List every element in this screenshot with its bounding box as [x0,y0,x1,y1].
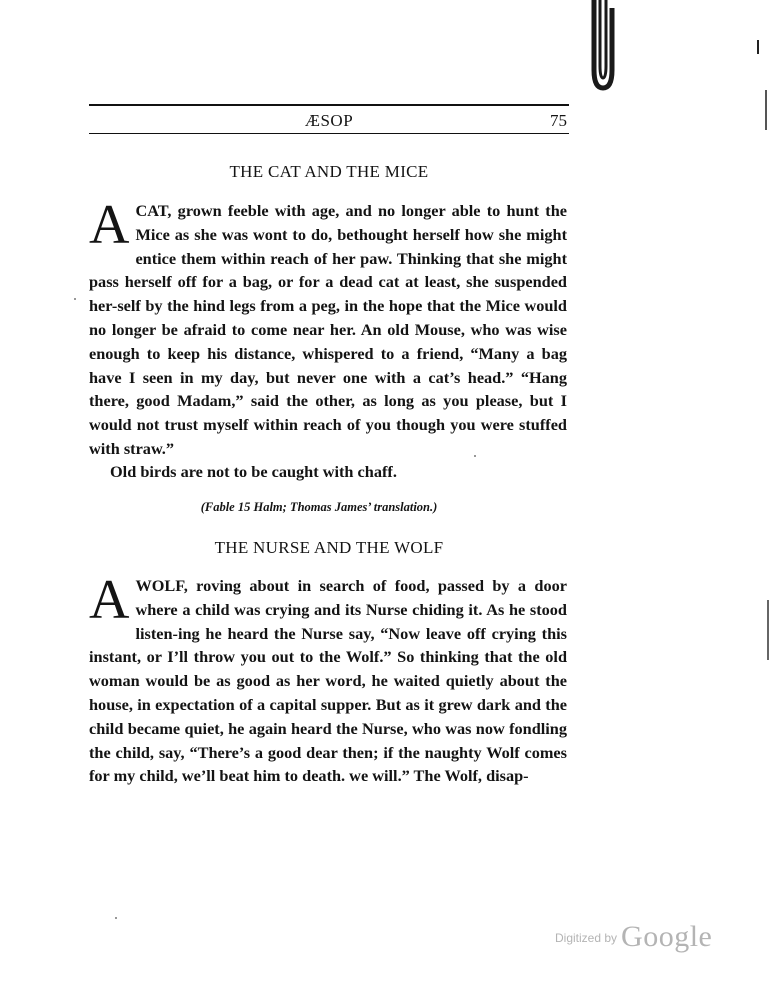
header-rule [89,104,569,106]
fable-title: THE CAT AND THE MICE [229,162,429,181]
fable-body [89,569,567,788]
fable-text: WOLF, roving about in search of food, passed by a door where a child was crying and its Nurse chiding it. As he stood listen-ing he heard the Nurse say, “Now leave off crying this instant, or I’ll throw you out to the Wolf.” So thinking that the old woman would be as good as her word, he waited quietly about the house, in expectation of a capital supper. But as it grew dark and the child became quiet, he again heard the Nurse, who was now fondling the child, say, “There’s a good dear then; if the naughty Wolf comes for my child, we’ll beat him to death. we will.” The Wolf, disap- [89,576,567,786]
fable-title: THE NURSE AND THE WOLF [214,538,444,557]
scan-speck [115,917,117,919]
header-rule [89,133,569,134]
scan-speck [74,298,76,300]
header-title: ÆSOP [304,111,354,130]
edge-mark [765,90,767,130]
fable-body [89,194,567,461]
fable-source: (Fable 15 Halm; Thomas James’ translation.) [200,500,438,514]
edge-mark [767,600,769,660]
running-header [89,104,569,134]
drop-cap: A [89,569,130,631]
fable-text: CAT, grown feeble with age, and no longer able to hunt the Mice as she was wont to do, bethought herself how she might entice them within reach of her paw. Thinking that she might pass herself off for a bag, or for a dead cat at least, she suspended her-self by the hind legs from a peg, in the hope that the Mice would no longer be afraid to come near her. An old Mouse, who was wise enough to keep his distance, whispered to a friend, “Many a bag have I seen in my day, but never one with a cat’s head.” “Hang there, good Madam,” said the other, as long as you please, but I would not trust myself within reach of you though you were stuffed with straw.” [89,201,567,458]
digitized-watermark [555,920,712,960]
paper-clip-artifact [590,0,616,92]
scan-speck [474,455,476,457]
watermark-brand: Google [621,920,713,953]
page-number: 75 [550,111,567,130]
fable-moral: Old birds are not to be caught with chaff. [110,462,397,481]
edge-mark [757,40,759,54]
watermark-prefix: Digitized by [555,931,618,945]
drop-cap: A [89,194,130,256]
